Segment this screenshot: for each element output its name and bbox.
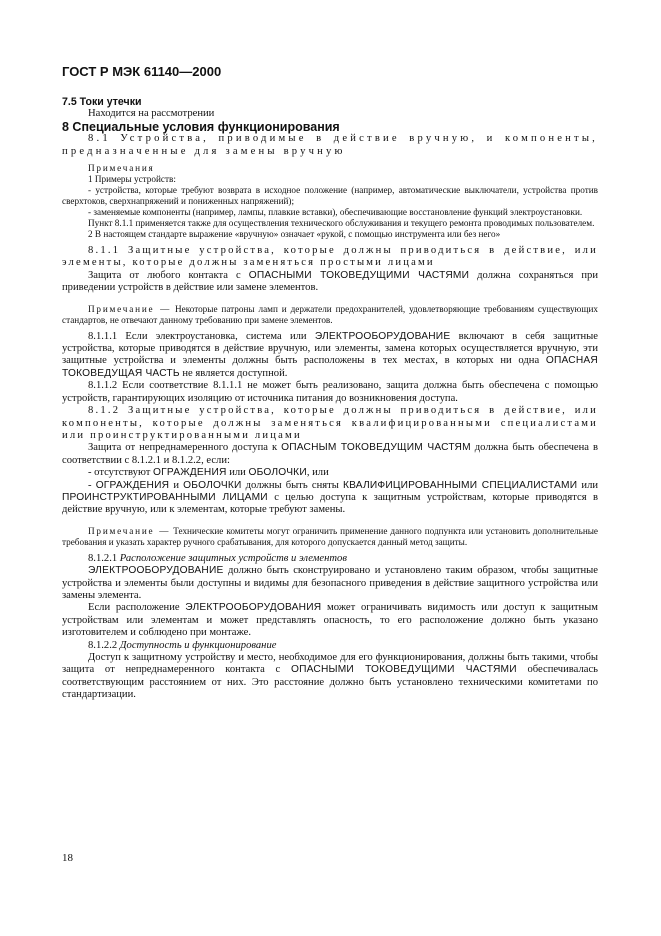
document-code-header: ГОСТ Р МЭК 61140—2000 <box>62 64 222 79</box>
clause-8-1-2-list-item-2: - ОГРАЖДЕНИЯ и ОБОЛОЧКИ должны быть сняты КВАЛИФИЦИРОВАННЫМИ СПЕЦИАЛИСТАМИ или ПРОИНСТРУКТИРОВАННЫМИ ЛИЦАМИ с целью доступа к защитным устройствам, которые приводятся в действие вручную, или к элементам, которые требуют замены. <box>62 479 599 516</box>
clause-8-1-2-title: 8.1.2 Защитные устройства, которые должны приводиться в действие, или компоненты, которые должны заменяться квалифицированными специалистами или проинструктированными лицами <box>62 405 598 441</box>
note-clause-8-1-1: Примечание — Некоторые патроны ламп и держатели предохранителей, удовлетворяющие требованиям существующих стандартов, не отвечают данному требованию при замене элементов. <box>62 303 599 325</box>
clause-8-1-2-1-title: 8.1.2.1 Расположение защитных устройств и элементов <box>88 552 347 564</box>
section-8-title: 8 Специальные условия функционирования <box>62 119 340 134</box>
notes-label: Примечания <box>88 163 155 174</box>
clause-8-1-2-list-item-1: - отсутствуют ОГРАЖДЕНИЯ или ОБОЛОЧКИ, или <box>88 467 329 479</box>
note-1-item-a: - устройства, которые требуют возврата в исходное положение (например, автоматические выключатели, устройства против сверхтоков, сверхнапряжений и пониженных напряжений); <box>62 185 598 207</box>
clause-8-1-1-text: Защита от любого контакта с ОПАСНЫМИ ТОКОВЕДУЩИМИ ЧАСТЯМИ должна сохраняться при приведении устройств в действие или замене элементов. <box>62 269 598 294</box>
notes-block-1 <box>62 163 598 240</box>
clause-8-1-2-2-title: 8.1.2.2 Доступность и функционирование <box>88 639 277 651</box>
note-2: 2 В настоящем стандарте выражение «вручную» означает «рукой, с помощью инструмента или без него» <box>88 229 501 240</box>
clause-8-1-title: 8.1 Устройства, приводимые в действие вручную, и компоненты, предназначенные для замены вручную <box>62 133 598 157</box>
page-number: 18 <box>62 852 73 864</box>
clause-8-1-2-1-text-2: Если расположение ЭЛЕКТРООБОРУДОВАНИЯ может ограничивать видимость или доступ к защитным устройствам или элементам и может представлять опасность, то его расположение должно быть указано изготовителем и соблюдено при монтаже. <box>62 602 598 639</box>
clause-8-1-1-2: 8.1.1.2 Если соответствие 8.1.1.1 не может быть реализовано, защита должна быть обеспечена с помощью устройств, гарантирующих изоляцию от источника питания до возникновения доступа. <box>62 380 598 404</box>
clause-8-1-2-2-text: Доступ к защитному устройству и место, необходимое для его функционирования, должны быть такими, чтобы защита от непреднамеренного контакта с ОПАСНЫМИ ТОКОВЕДУЩИМИ ЧАСТЯМИ обеспечивалась соответствующим расстоянием от них. Это расстояние должно быть установлено техническими комитетами по стандартизации. <box>62 652 598 701</box>
clause-8-1-1-title: 8.1.1 Защитные устройства, которые должны приводиться в действие, или элементы, которые должны заменяться простыми лицами <box>62 245 598 269</box>
section-7-5-text: Находится на рассмотрении <box>88 108 215 120</box>
clause-8-1-1-1: 8.1.1.1 Если электроустановка, система или ЭЛЕКТРООБОРУДОВАНИЕ включают в себя защитные устройства, которые приводятся в действие вручную, или элементы, замена которых осуществляется вручную, эти защитные устройства и элементы должны быть расположены в тех местах, в которых ни одна ОПАСНАЯ ТОКОВЕДУЩАЯ ЧАСТЬ не является доступной. <box>62 330 598 379</box>
clause-8-1-2-1-text: ЭЛЕКТРООБОРУДОВАНИЕ должно быть сконструировано и установлено таким образом, чтобы защитные устройства и элементы были доступны и видимы для безопасного приведения в действие защитного устройства или замены элемента. <box>62 565 598 601</box>
page-content <box>62 96 598 702</box>
clause-8-1-2-text: Защита от непреднамеренного доступа к ОПАСНЫМ ТОКОВЕДУЩИМ ЧАСТЯМ должна быть обеспечена в соответствии с 8.1.2.1 и 8.1.2.2, если: <box>62 442 598 466</box>
note-1-item-b: - заменяемые компоненты (например, лампы, плавкие вставки), обеспечивающие восстановление функций электроустановки. <box>88 207 583 218</box>
note-1: 1 Примеры устройств: <box>88 174 176 185</box>
section-7-5-title: 7.5 Токи утечки <box>62 96 142 108</box>
note-clause-8-1-2: Примечание — Технические комитеты могут ограничить применение данного подпункта или установить дополнительные требования и указать характер ручного срабатывания, для которого допускается данный метод защиты. <box>62 525 598 547</box>
note-1-item-c: Пункт 8.1.1 применяется также для осуществления технического обслуживания и текущего ремонта проводимых пользователем. <box>88 218 595 229</box>
